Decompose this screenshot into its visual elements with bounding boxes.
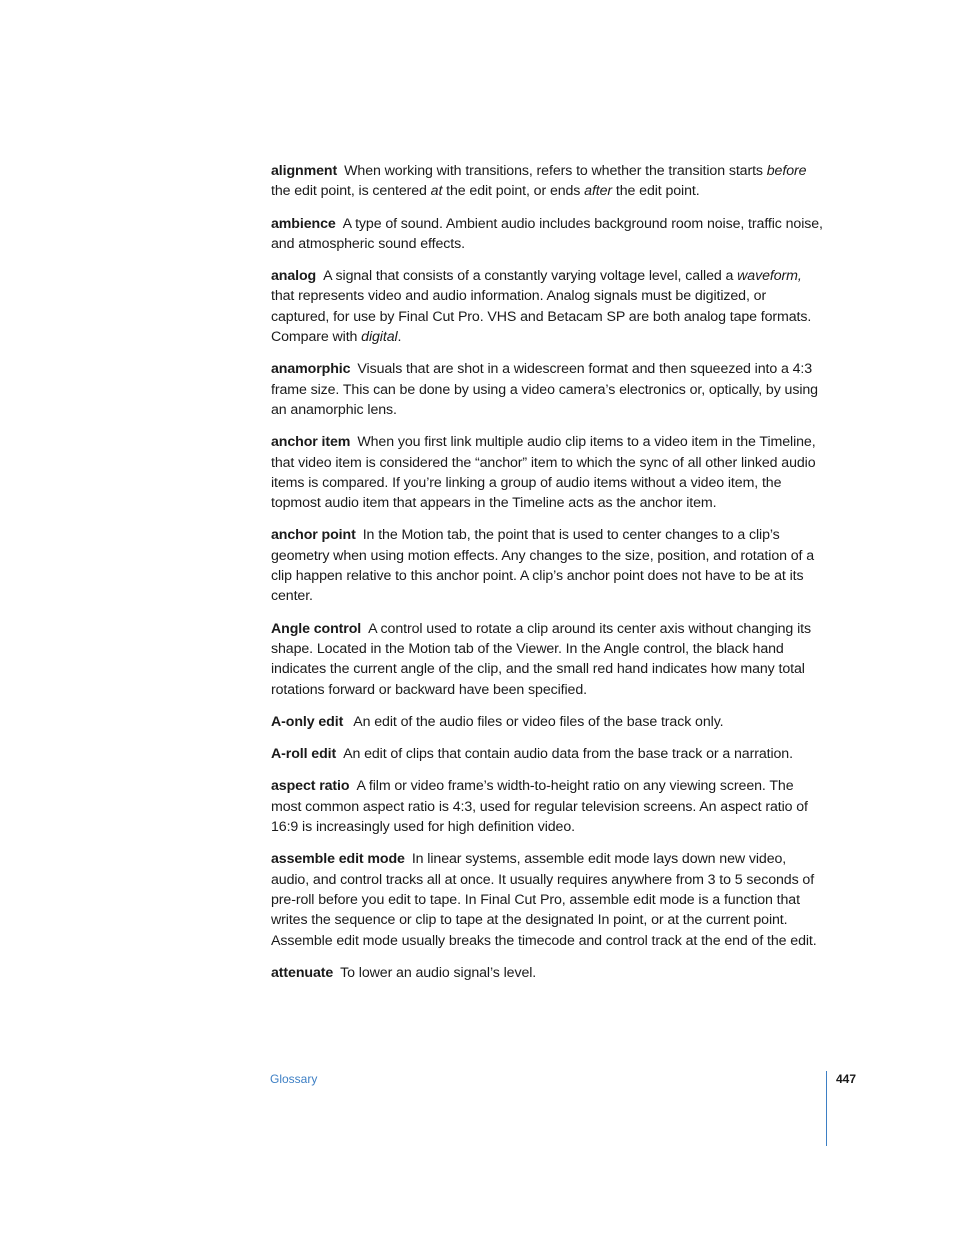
glossary-definition-text: A control used to rotate a clip around its center axis without changing its shape. Located in the Motion tab of the Viewer. In the Angle control, the black hand indicates the current angle of the clip, and the small red hand indicates how many total rotations forward or backward have been specified. [271, 620, 811, 698]
footer-section-label: Glossary [270, 1072, 318, 1086]
glossary-emphasis: at [430, 183, 443, 200]
glossary-term: anchor point [271, 527, 356, 544]
glossary-entry [271, 744, 827, 764]
glossary-term: A-roll edit [271, 746, 337, 763]
glossary-emphasis: after [584, 183, 613, 200]
glossary-entry [271, 359, 827, 420]
glossary-definition-text: An edit of the audio files or video files of the base track only. [350, 713, 724, 730]
glossary-term: aspect ratio [271, 778, 350, 795]
glossary-definition-text: An edit of clips that contain audio data from the base track or a narration. [343, 746, 793, 763]
glossary-definition-text: the edit point, is centered [271, 183, 431, 200]
glossary-term: alignment [271, 163, 338, 179]
glossary-emphasis: before [766, 163, 807, 179]
glossary-term: Angle control [271, 620, 362, 637]
glossary-definition-text: In linear systems, assemble edit mode lays down new video, audio, and control tracks all at once. It usually requires anywhere from 3 to 5 seconds of pre-roll before you edit to tape. In Final Cut Pro, assemble edit mode is a function that writes the sequence or clip to tape at the designated In point, or at the current point. Assemble edit mode usually breaks the timecode and control track at the end of the edit. [271, 851, 817, 949]
glossary-entry [271, 712, 827, 732]
glossary-definition-text: that represents video and audio information. Analog signals must be digitized, or captured, for use by Final Cut Pro. VHS and Betacam SP are both analog tape formats. Compare with [271, 288, 812, 346]
glossary-list [271, 161, 827, 995]
glossary-definition-text: When you first link multiple audio clip items to a video item in the Timeline, that video item is considered the “anchor” item to which the sync of all other linked audio items is compared. If you’re linking a group of audio items without a video item, the topmost audio item that appears in the Timeline acts as the anchor item. [271, 434, 816, 512]
glossary-definition-text: To lower an audio signal’s level. [340, 964, 537, 981]
glossary-definition-text: In the Motion tab, the point that is used to center changes to a clip’s geometry when using motion effects. Any changes to the size, position, and rotation of a clip happen relative to this anchor point. A clip’s anchor point does not have to be at its center. [271, 527, 815, 605]
glossary-term: analog [271, 268, 317, 285]
glossary-entry [271, 619, 827, 700]
glossary-entry [271, 849, 827, 950]
glossary-entry [271, 214, 827, 255]
glossary-definition-text: A film or video frame’s width-to-height ratio on any viewing screen. The most common aspect ratio is 4:3, used for regular television screens. An aspect ratio of 16:9 is increasingly used for high definition video. [271, 778, 808, 836]
glossary-entry [271, 963, 827, 983]
glossary-term: anchor item [271, 434, 351, 451]
glossary-definition-text: Visuals that are shot in a widescreen format and then squeezed into a 4:3 frame size. This can be done by using a video camera’s electronics or, optically, by using an anamorphic lens. [271, 361, 818, 418]
glossary-definition-text: When working with transitions, refers to whether the transition starts [344, 163, 767, 179]
glossary-definition-text: A type of sound. Ambient audio includes background room noise, traffic noise, and atmospheric sound effects. [271, 215, 823, 252]
page-number: 447 [836, 1072, 857, 1086]
glossary-entry [271, 776, 827, 837]
glossary-definition-text: . [397, 329, 402, 346]
glossary-definition-text: A signal that consists of a constantly varying voltage level, called a [323, 268, 738, 285]
glossary-term: ambience [271, 215, 336, 232]
glossary-entry [271, 266, 827, 347]
glossary-term: assemble edit mode [271, 851, 405, 868]
glossary-entry [271, 432, 827, 513]
glossary-emphasis: digital [361, 329, 398, 346]
glossary-definition-text: the edit point, or ends [442, 183, 585, 200]
glossary-term: attenuate [271, 964, 334, 981]
glossary-term: anamorphic [271, 361, 351, 378]
glossary-definition-text: the edit point. [612, 183, 700, 200]
glossary-term: A-only edit [271, 713, 344, 730]
glossary-entry [271, 161, 827, 202]
glossary-entry [271, 525, 827, 606]
footer-divider [826, 1071, 827, 1146]
glossary-emphasis: waveform, [737, 268, 802, 285]
